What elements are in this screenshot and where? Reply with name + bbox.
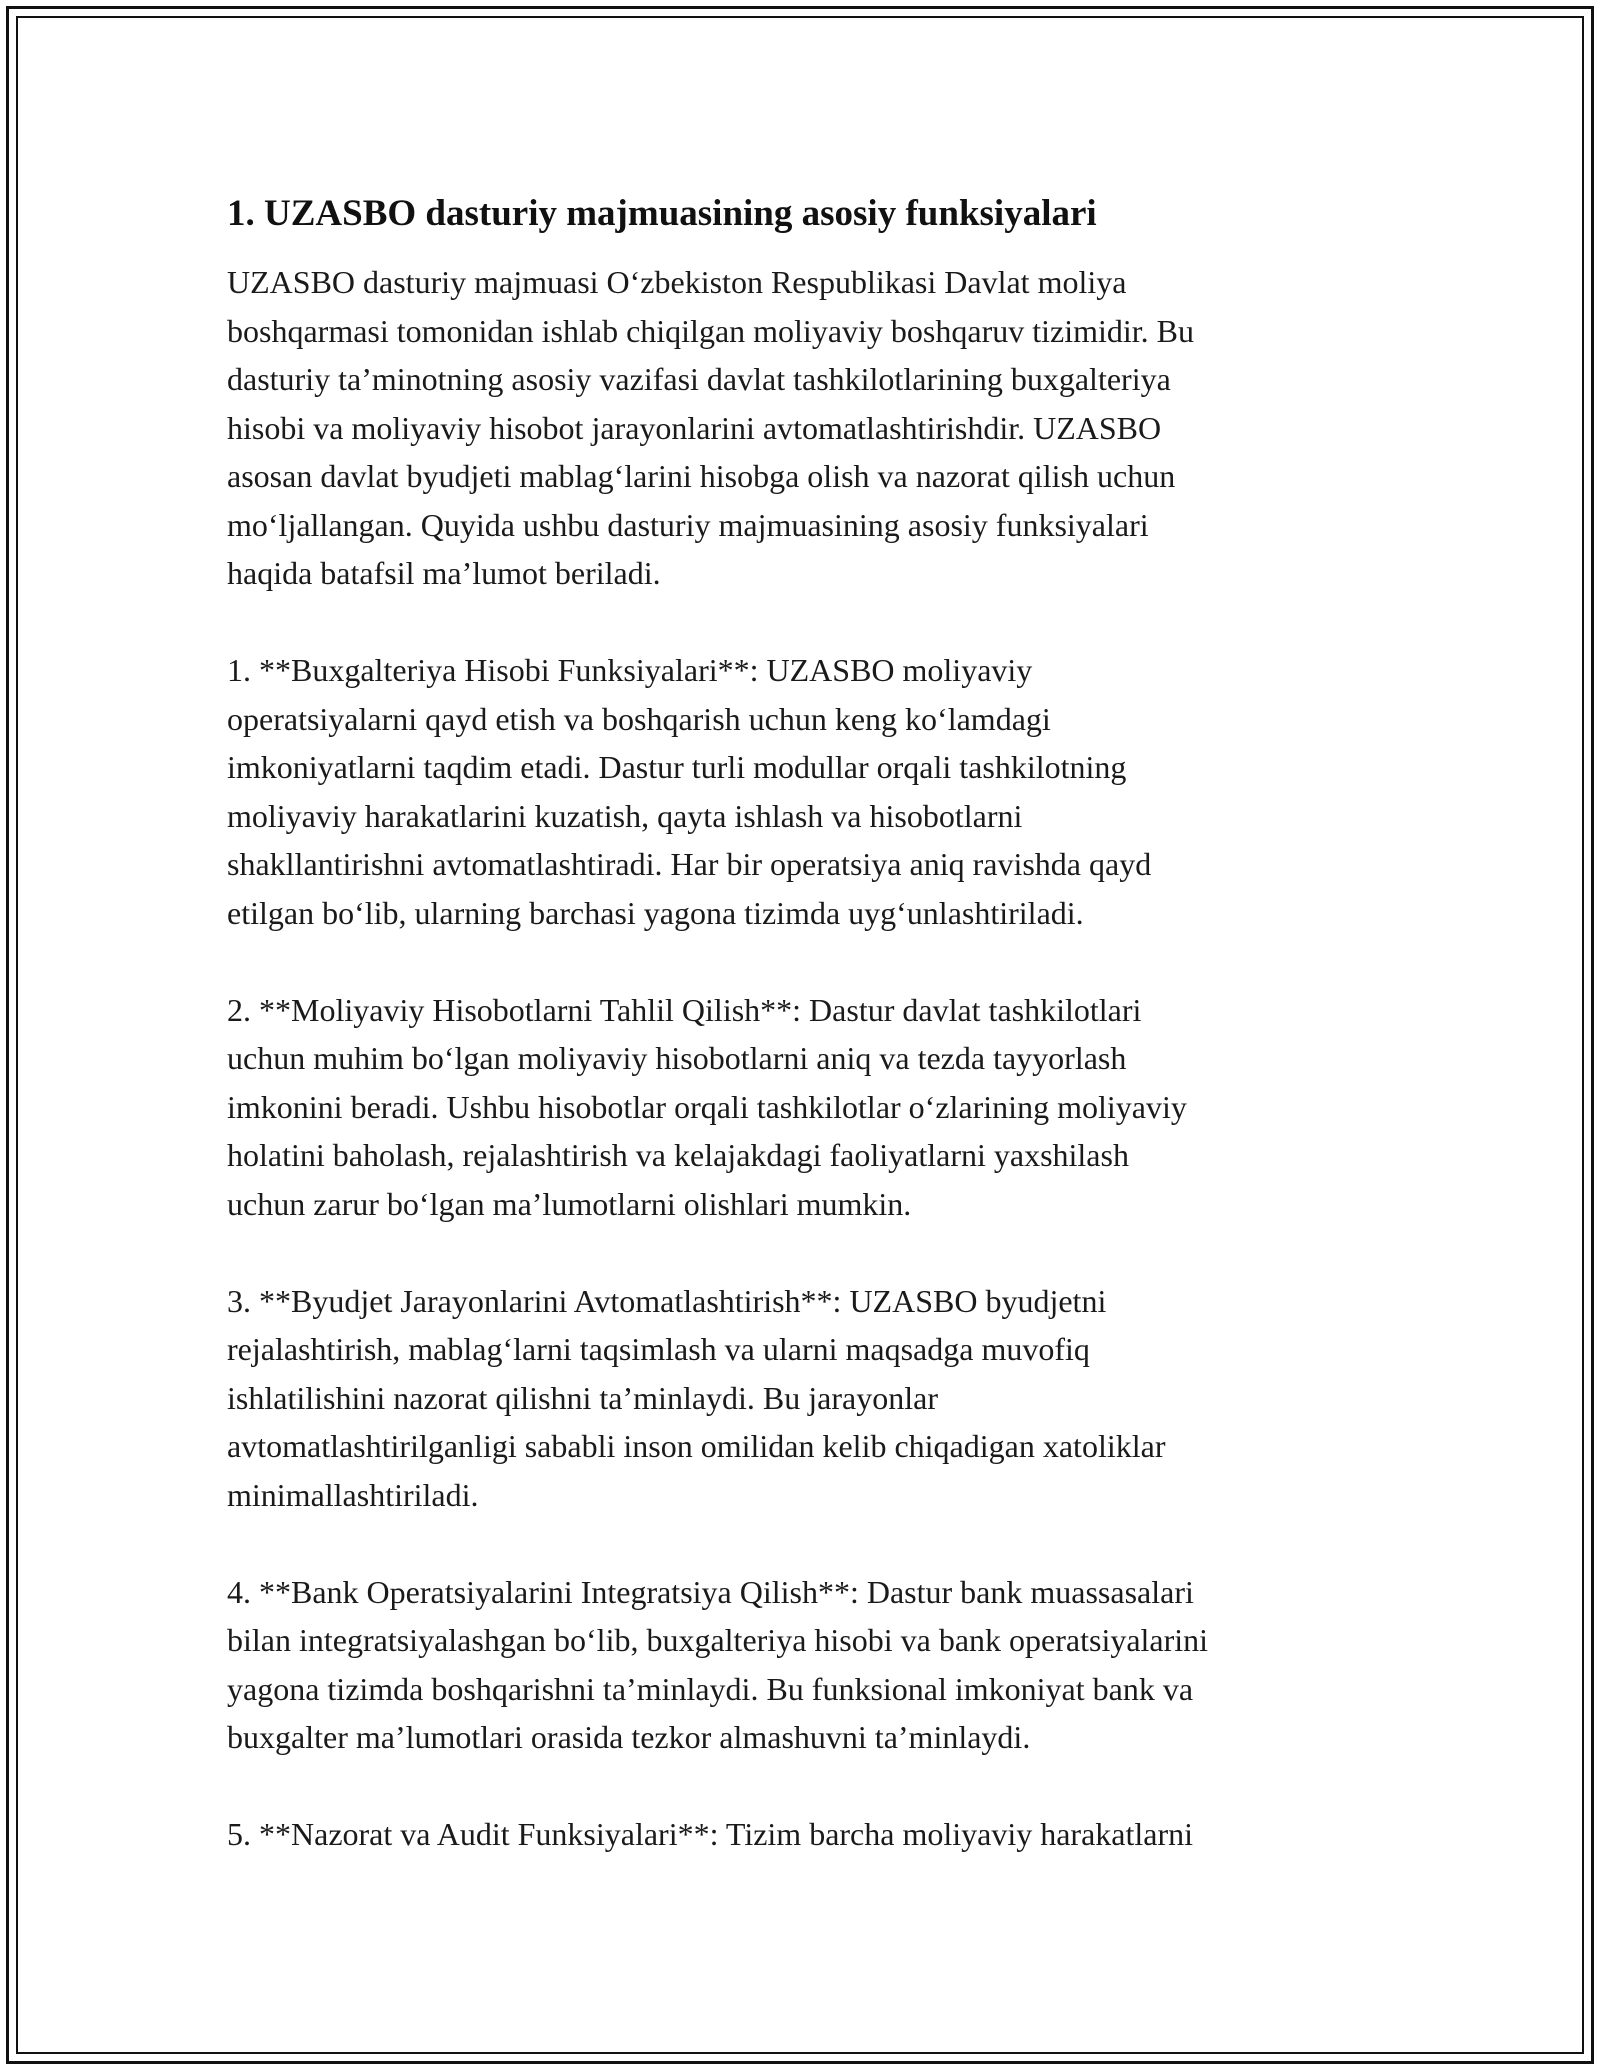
paragraph-line: hisobi va moliyaviy hisobot jarayonlarini avtomatlashtirishdir. UZASBO (227, 409, 1162, 446)
paragraph-line: uchun zarur bo‘lgan ma’lumotlarni olishlari mumkin. (227, 1185, 912, 1222)
paragraph-line: imkonini beradi. Ushbu hisobotlar orqali tashkilotlar o‘zlarining moliyaviy (227, 1088, 1187, 1125)
paragraph-line: yagona tizimda boshqarishni ta’minlaydi. Bu funksional imkoniyat bank va (227, 1670, 1194, 1707)
paragraph-line: asosan davlat byudjeti mablag‘larini hisobga olish va nazorat qilish uchun (227, 458, 1176, 494)
paragraph-line: mo‘ljallangan. Quyida ushbu dasturiy majmuasining asosiy funksiyalari (227, 506, 1149, 543)
paragraph-line: boshqarmasi tomonidan ishlab chiqilgan moliyaviy boshqaruv tizimidir. Bu (227, 312, 1194, 349)
paragraph-line: minimallashtiriladi. (227, 1476, 479, 1513)
paragraph-line: 4. **Bank Operatsiyalarini Integratsiya Qilish**: Dastur bank muassasalari (227, 1573, 1194, 1610)
paragraph-line: etilgan bo‘lib, ularning barchasi yagona tizimda uyg‘unlashtiriladi. (227, 894, 1084, 931)
paragraph (227, 1810, 1377, 1859)
paragraph-line: holatini baholash, rejalashtirish va kelajakdagi faoliyatlarni yaxshilash (227, 1137, 1129, 1173)
paragraph-line: 1. **Buxgalteriya Hisobi Funksiyalari**: UZASBO moliyaviy (227, 652, 1033, 688)
paragraph-line: moliyaviy harakatlarini kuzatish, qayta ishlash va hisobotlarni (227, 797, 1023, 834)
paragraph-line: 2. **Moliyaviy Hisobotlarni Tahlil Qilish**: Dastur davlat tashkilotlari (227, 991, 1142, 1028)
paragraph-line: imkoniyatlarni taqdim etadi. Dastur turli modullar orqali tashkilotning (227, 749, 1127, 785)
paragraph-line: uchun muhim bo‘lgan moliyaviy hisobotlarni aniq va tezda tayyorlash (227, 1040, 1127, 1076)
paragraph-line: ishlatilishini nazorat qilishni ta’minlaydi. Bu jarayonlar (227, 1379, 938, 1416)
paragraph-line: avtomatlashtirilganligi sababli inson omilidan kelib chiqadigan xatoliklar (227, 1428, 1166, 1464)
paragraph (227, 1568, 1377, 1762)
paragraph-line: bilan integratsiyalashgan bo‘lib, buxgalteriya hisobi va bank operatsiyalarini (227, 1622, 1209, 1658)
paragraph-line: rejalashtirish, mablag‘larni taqsimlash va ularni maqsadga muvofiq (227, 1331, 1090, 1367)
paragraph (227, 258, 1377, 598)
paragraph-line: haqida batafsil ma’lumot beriladi. (227, 555, 661, 591)
paragraph-line: shakllantirishni avtomatlashtiradi. Har bir operatsiya aniq ravishda qayd (227, 846, 1152, 882)
paragraph-list (227, 258, 1377, 1859)
paragraph-line: 3. **Byudjet Jarayonlarini Avtomatlashtirish**: UZASBO byudjetni (227, 1282, 1107, 1319)
paragraph (227, 646, 1377, 937)
paragraph-line: operatsiyalarni qayd etish va boshqarish uchun keng ko‘lamdagi (227, 700, 1051, 737)
document-body (227, 190, 1377, 1907)
paragraph-line: UZASBO dasturiy majmuasi O‘zbekiston Respublikasi Davlat moliya (227, 264, 1127, 300)
paragraph (227, 1277, 1377, 1520)
paragraph-line: dasturiy ta’minotning asosiy vazifasi davlat tashkilotlarining buxgalteriya (227, 361, 1171, 397)
section-heading: 1. UZASBO dasturiy majmuasining asosiy funksiyalari (227, 193, 1097, 234)
paragraph (227, 986, 1377, 1229)
paragraph-line: 5. **Nazorat va Audit Funksiyalari**: Tizim barcha moliyaviy harakatlarni (227, 1816, 1194, 1852)
paragraph-line: buxgalter ma’lumotlari orasida tezkor almashuvni ta’minlaydi. (227, 1719, 1031, 1755)
